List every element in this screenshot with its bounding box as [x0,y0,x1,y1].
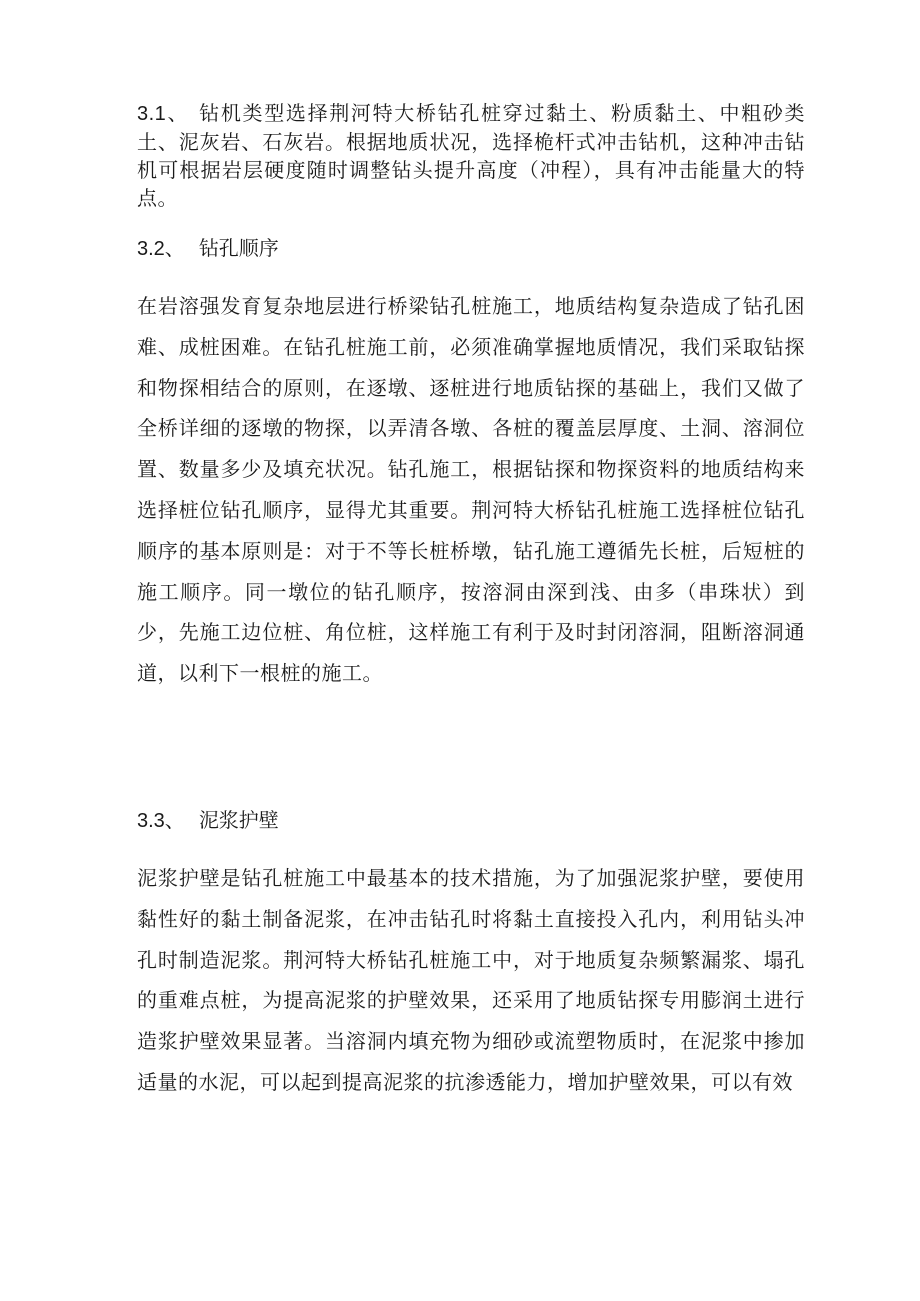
section-3-3-paragraph: 泥浆护壁是钻孔桩施工中最基本的技术措施，为了加强泥浆护壁，要使用黏性好的黏土制备泥浆，在冲击钻孔时将黏土直接投入孔内，利用钻头冲孔时制造泥浆。荆河特大桥钻孔桩施工中，对于地质复杂频繁漏浆、塌孔的重难点桩，为提高泥浆的护壁效果，还采用了地质钻探专用膨润土进行造浆护壁效果显著。当溶洞内填充物为细砂或流塑物质时，在泥浆中掺加适量的水泥，可以起到提高泥浆的抗渗透能力，增加护壁效果，可以有效 [137,866,805,1094]
section-3-2-title: 钻孔顺序 [198,236,279,260]
section-3-2-paragraph: 在岩溶强发育复杂地层进行桥梁钻孔桩施工，地质结构复杂造成了钻孔困难、成桩困难。在钻孔桩施工前，必须准确掌握地质情况，我们采取钻探和物探相结合的原则，在逐墩、逐桩进行地质钻探的基础上，我们又做了全桥详细的逐墩的物探，以弄清各墩、各桩的覆盖层厚度、土洞、溶洞位置、数量多少及填充状况。钻孔施工，根据钻探和物探资料的地质结构来选择桩位钻孔顺序，显得尤其重要。荆河特大桥钻孔桩施工选择桩位钻孔顺序的基本原则是：对于不等长桩桥墩，钻孔施工遵循先长桩，后短桩的施工顺序。同一墩位的钻孔顺序，按溶洞由深到浅、由多（串珠状）到少，先施工边位桩、角位桩，这样施工有利于及时封闭溶洞，阻断溶洞通道，以利下一根桩的施工。 [137,294,805,686]
section-3-1-text: 钻机类型选择荆河特大桥钻孔桩穿过黏土、粉质黏土、中粗砂类土、泥灰岩、石灰岩。根据地质状况，选择桅杆式冲击钻机，这种冲击钻机可根据岩层硬度随时调整钻头提升高度（冲程），具有冲击能量大的特点。 [137,101,806,210]
section-3-3-number: 3.3、 [137,810,185,832]
section-3-1-number: 3.1、 [137,103,190,125]
section-3-2-number: 3.2、 [137,238,185,260]
section-3-2-heading [137,234,279,263]
section-3-3-title: 泥浆护壁 [198,808,279,832]
section-3-1 [137,99,805,212]
section-3-3-heading [137,806,279,835]
